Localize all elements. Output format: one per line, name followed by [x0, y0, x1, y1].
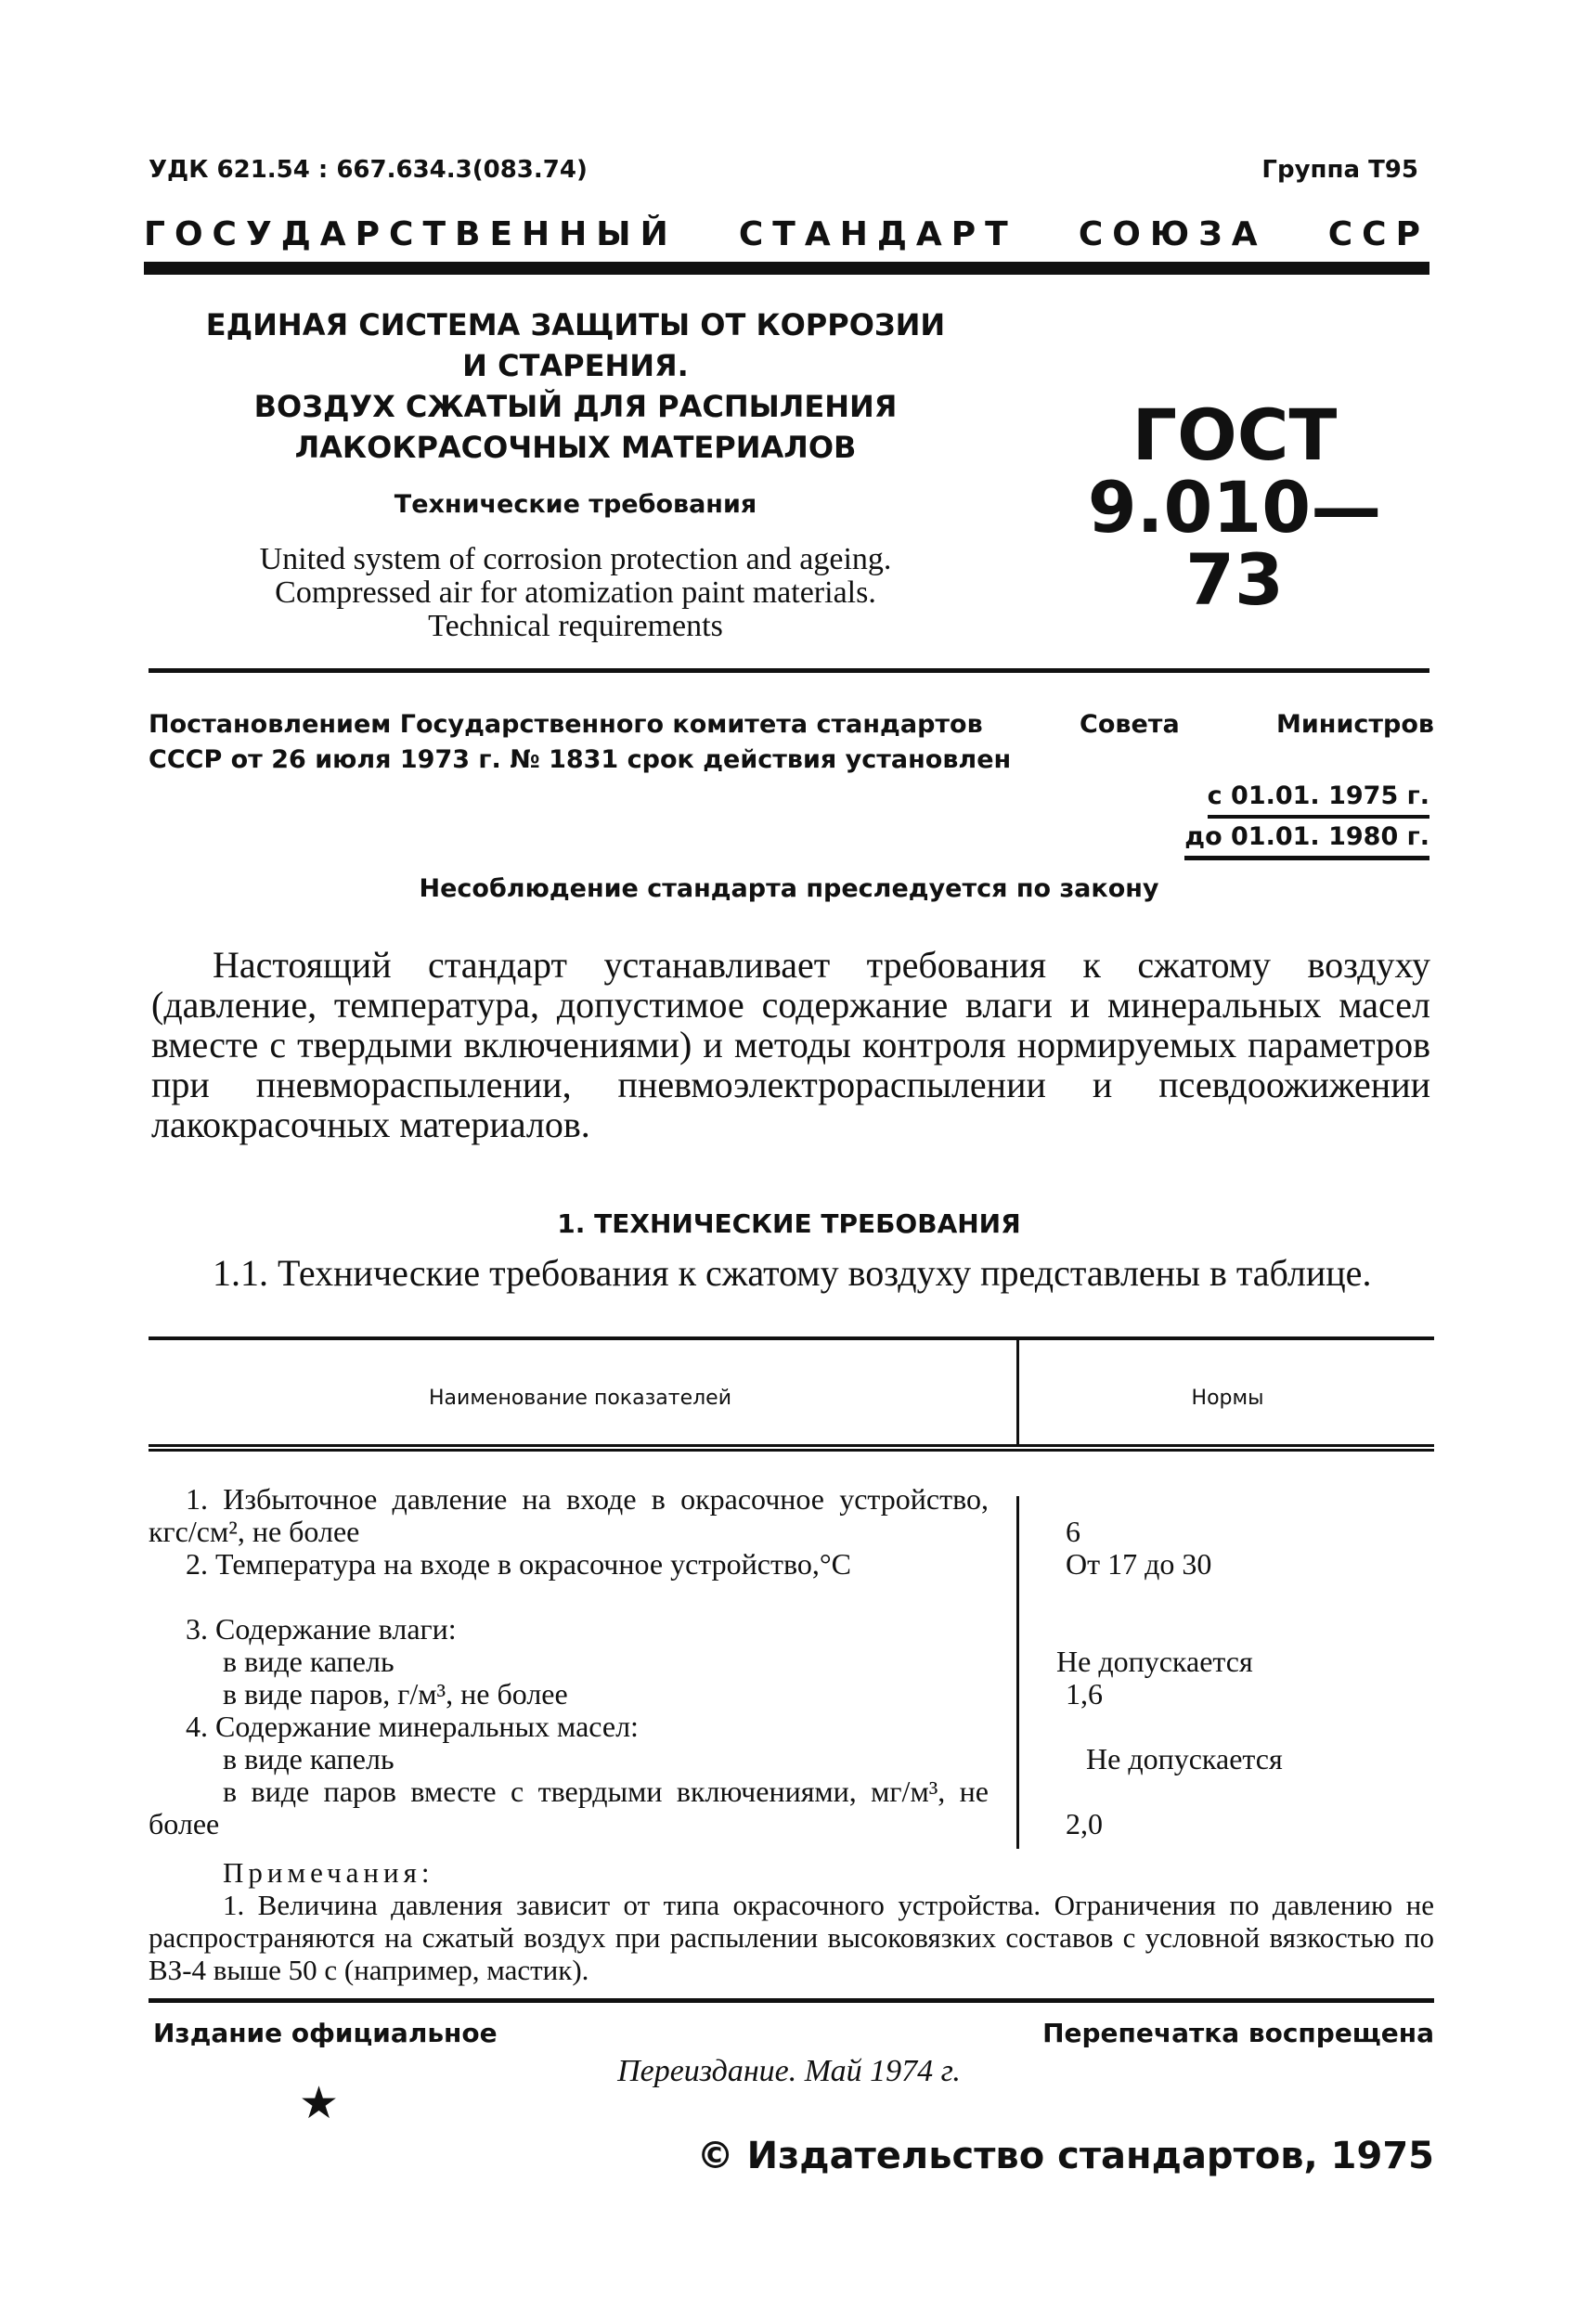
banner-word: ССР [1327, 215, 1429, 253]
udk-code: УДК 621.54 : 667.634.3(083.74) [149, 156, 588, 184]
decree-text: Постановлением Государственного комитета стандартов [149, 710, 983, 739]
column-header-norm: Нормы [1191, 1387, 1264, 1410]
title-subtitle: Технические требования [394, 490, 757, 519]
title-line: И СТАРЕНИЯ. [462, 348, 689, 383]
banner-word: СТАНДАРТ [738, 215, 1017, 253]
english-title-line: United system of corrosion protection and ageing. [259, 542, 892, 576]
section-heading: 1. ТЕХНИЧЕСКИЕ ТРЕБОВАНИЯ [557, 1208, 1021, 1239]
title-line: ЛАКОКРАСОЧНЫХ МАТЕРИАЛОВ [294, 430, 857, 465]
section-text: 1.1. Технические требования к сжатому воздуху представлены в таблице. [213, 1252, 1372, 1294]
date-to: до 01.01. 1980 г. [1184, 819, 1429, 860]
table-body [149, 1483, 1434, 1840]
row-name: 1. Избыточное давление на входе в окрасочное устройство, кгс/см², не более [149, 1482, 989, 1548]
table-row [149, 1646, 1434, 1678]
intro-paragraph [151, 945, 1430, 1144]
reissue-note: Переиздание. Май 1974 г. [617, 2054, 961, 2088]
copyright: © Издательство стандартов, 1975 [696, 2135, 1434, 2177]
decree [149, 707, 1434, 778]
row-name: в виде капель [223, 1645, 394, 1678]
row-value: Не допускается [1056, 1645, 1253, 1678]
gost-label: ГОСТ [1132, 394, 1338, 476]
english-title [167, 543, 984, 643]
official-edition: Издание официальное [153, 2018, 498, 2048]
table-row [149, 1743, 1434, 1775]
english-title-line: Technical requirements [428, 609, 723, 643]
row-name: 2. Температура на входе в окрасочное устройство,°С [186, 1547, 851, 1581]
date-from: с 01.01. 1975 г. [1208, 778, 1429, 819]
title-rule [149, 668, 1429, 673]
group-code: Группа Т95 [1261, 156, 1418, 184]
row-name: в виде капель [223, 1742, 394, 1775]
row-value: От 17 до 30 [1066, 1547, 1212, 1581]
reprint-prohibited: Перепечатка воспрещена [1042, 2018, 1434, 2048]
table-row [149, 1775, 1434, 1840]
row-name: в виде паров вместе с твердыми включениями, мг/м³, не более [149, 1775, 989, 1840]
state-standard-banner [144, 215, 1429, 253]
column-divider [1016, 1340, 1019, 1444]
row-value: Не допускается [1086, 1742, 1283, 1775]
top-rule [144, 262, 1429, 275]
intro-text: Настоящий стандарт устанавливает требования к сжатому воздуху (давление, температура, допустимое содержание влаги и минеральных масел вместе с твердыми включениями) и методы контроля нормируемых параметров при пневмораспылении, пневмоэлектрораспылении и псевдоожижении лакокрасочных материалов. [151, 944, 1430, 1145]
row-name: в виде паров, г/м³, не более [223, 1677, 568, 1711]
notes-heading: Примечания: [223, 1856, 434, 1889]
validity-dates [1184, 778, 1429, 860]
title-block [167, 304, 984, 643]
decree-text: Совета [1080, 710, 1180, 739]
title-line: ЕДИНАЯ СИСТЕМА ЗАЩИТЫ ОТ КОРРОЗИИ [205, 307, 946, 342]
footer-rule [149, 1998, 1434, 2003]
note-text: 1. Величина давления зависит от типа окрасочного устройства. Ограничения по давлению не распространяются на сжатый воздух при распылении высоковязких составов с условной вязкостью по ВЗ-4 выше 50 с (например, мастик). [149, 1889, 1434, 1986]
decree-text: СССР от 26 июля 1973 г. № 1831 срок действия установлен [149, 745, 1012, 774]
table-row [149, 1711, 1434, 1743]
column-header-name: Наименование показателей [429, 1387, 731, 1410]
row-name: 3. Содержание влаги: [186, 1612, 457, 1646]
title-line: ВОЗДУХ СЖАТЫЙ ДЛЯ РАСПЫЛЕНИЯ [253, 389, 898, 424]
table-row [149, 1548, 1434, 1613]
requirements-table [149, 1336, 1434, 1840]
row-value: 2,0 [1066, 1807, 1103, 1840]
table-row [149, 1483, 1434, 1548]
star-icon: ★ [299, 2079, 340, 2128]
gost-designation [1067, 394, 1402, 621]
violation-notice: Несоблюдение стандарта преследуется по закону [419, 874, 1159, 903]
row-value: 1,6 [1066, 1677, 1103, 1711]
row-name: 4. Содержание минеральных масел: [186, 1710, 639, 1743]
decree-text: Министров [1276, 710, 1434, 739]
header-rule [149, 1449, 1434, 1452]
header-rule [149, 1444, 1434, 1447]
notes [149, 1856, 1434, 1986]
banner-word: СОЮЗА [1078, 215, 1267, 253]
table-row [149, 1613, 1434, 1646]
gost-number: 9.010—73 [1087, 466, 1382, 621]
table-row [149, 1678, 1434, 1711]
english-title-line: Compressed air for atomization paint materials. [275, 575, 876, 610]
table-header [149, 1340, 1434, 1442]
row-value: 6 [1066, 1515, 1080, 1548]
section-paragraph [151, 1253, 1430, 1293]
banner-word: ГОСУДАРСТВЕННЫЙ [144, 215, 678, 253]
